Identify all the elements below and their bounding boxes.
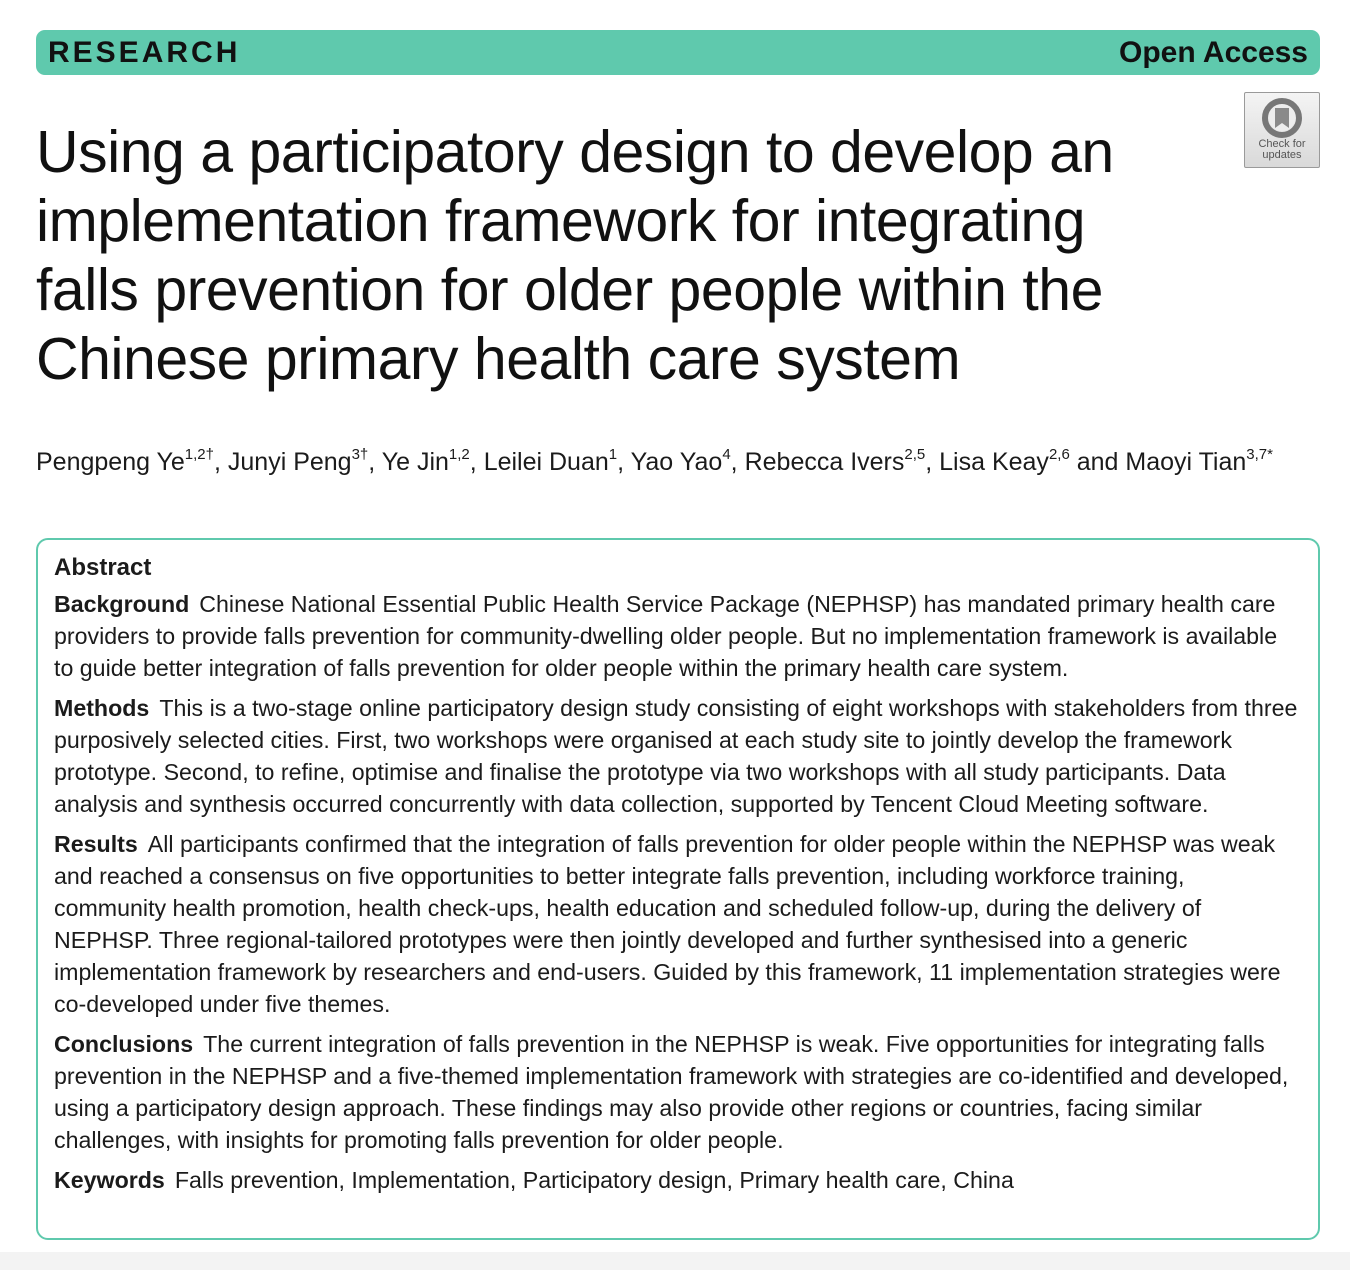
author[interactable]: Pengpeng $Ye^{1,2\dagger}$ xyxy=(36,446,214,476)
article-type-label: RESEARCH xyxy=(48,35,241,69)
abstract-conclusions xyxy=(54,1028,1302,1156)
author[interactable]: Maoyi Tian$^{3,7*}$ xyxy=(1125,446,1273,476)
section-label: Background xyxy=(54,591,190,617)
section-text: Chinese National Essential Public Health Service Package (NEPHSP) has mandated primary health care providers to provide falls prevention for community-dwelling older people. But no implementation framework is available to guide better integration of falls prevention for older people within the primary health care system. xyxy=(54,591,1278,681)
section-label: Results xyxy=(54,831,138,857)
section-label: Conclusions xyxy=(54,1031,194,1057)
article-title: Using a participatory design to develop an implementation framework for integrating falls prevention for older people within the Chinese primary health care system xyxy=(36,119,1114,392)
page-bottom-strip xyxy=(0,1252,1350,1270)
section-text: Falls prevention, Implementation, Participatory design, Primary health care, China xyxy=(174,1167,1014,1193)
abstract-results xyxy=(54,828,1302,1020)
open-access-label: Open Access xyxy=(1119,35,1308,69)
section-label: Keywords xyxy=(54,1167,165,1193)
author[interactable]: Ye Jin$^{1,2}$ xyxy=(381,446,470,476)
check-for-updates-text: Check for updates xyxy=(1258,138,1306,161)
abstract-keywords xyxy=(54,1164,1302,1196)
crossmark-icon xyxy=(1260,98,1304,138)
section-label: Methods xyxy=(54,695,150,721)
section-text: This is a two-stage online participatory design study consisting of eight workshops with stakeholders from three purposively selected cities. First, two workshops were organised at each study site to jointly develop the framework prototype. Second, to refine, optimise and finalise the prototype via two workshops with all study participants. Data analysis and synthesis occurred concurrently with data collection, supported by Tencent Cloud Meeting software. xyxy=(54,695,1298,817)
author[interactable]: Yao Yao$^4$ xyxy=(630,446,731,476)
author[interactable]: Rebecca Ivers$^{2,5}$ xyxy=(744,446,926,476)
author[interactable]: Leilei Duan$^1$ xyxy=(483,446,618,476)
abstract-background xyxy=(54,588,1302,684)
check-for-updates-button[interactable] xyxy=(1244,92,1320,168)
abstract-heading: Abstract xyxy=(54,554,152,581)
abstract-methods xyxy=(54,692,1302,820)
article-type-banner xyxy=(36,30,1320,75)
section-text: All participants confirmed that the integration of falls prevention for older people within the NEPHSP was weak and reached a consensus on five opportunities to better integrate falls prevention, including workforce training, community health promotion, health check-ups, health education and scheduled follow-up, during the delivery of NEPHSP. Three regional-tailored prototypes were then jointly developed and further synthesised into a generic implementation framework by researchers and end-users. Guided by this framework, 11 implementation strategies were co-developed under five themes. xyxy=(54,831,1281,1017)
author[interactable]: Lisa Keay$^{2,6}$ xyxy=(939,446,1070,476)
author[interactable]: Junyi Peng$^{3\dagger}$ xyxy=(227,446,369,476)
author-list: Pengpeng $Ye^{1,2\dagger}$, Junyi Peng$^{3\dagger}$, Ye Jin$^{1,2}$, Leilei Duan$^1$, Yao Yao$^4$, Rebecca Ivers$^{2,5}$, Lisa Keay$^{2,6}$ and Maoyi Tian$^{3,7*}$ xyxy=(36,446,1273,476)
abstract-box xyxy=(36,538,1320,1240)
section-text: The current integration of falls prevention in the NEPHSP is weak. Five opportunities for integrating falls prevention in the NEPHSP and a five-themed implementation framework with strategies are co-identified and developed, using a participatory design approach. These findings may also provide other regions or countries, facing similar challenges, with insights for promoting falls prevention for older people. xyxy=(54,1031,1289,1153)
